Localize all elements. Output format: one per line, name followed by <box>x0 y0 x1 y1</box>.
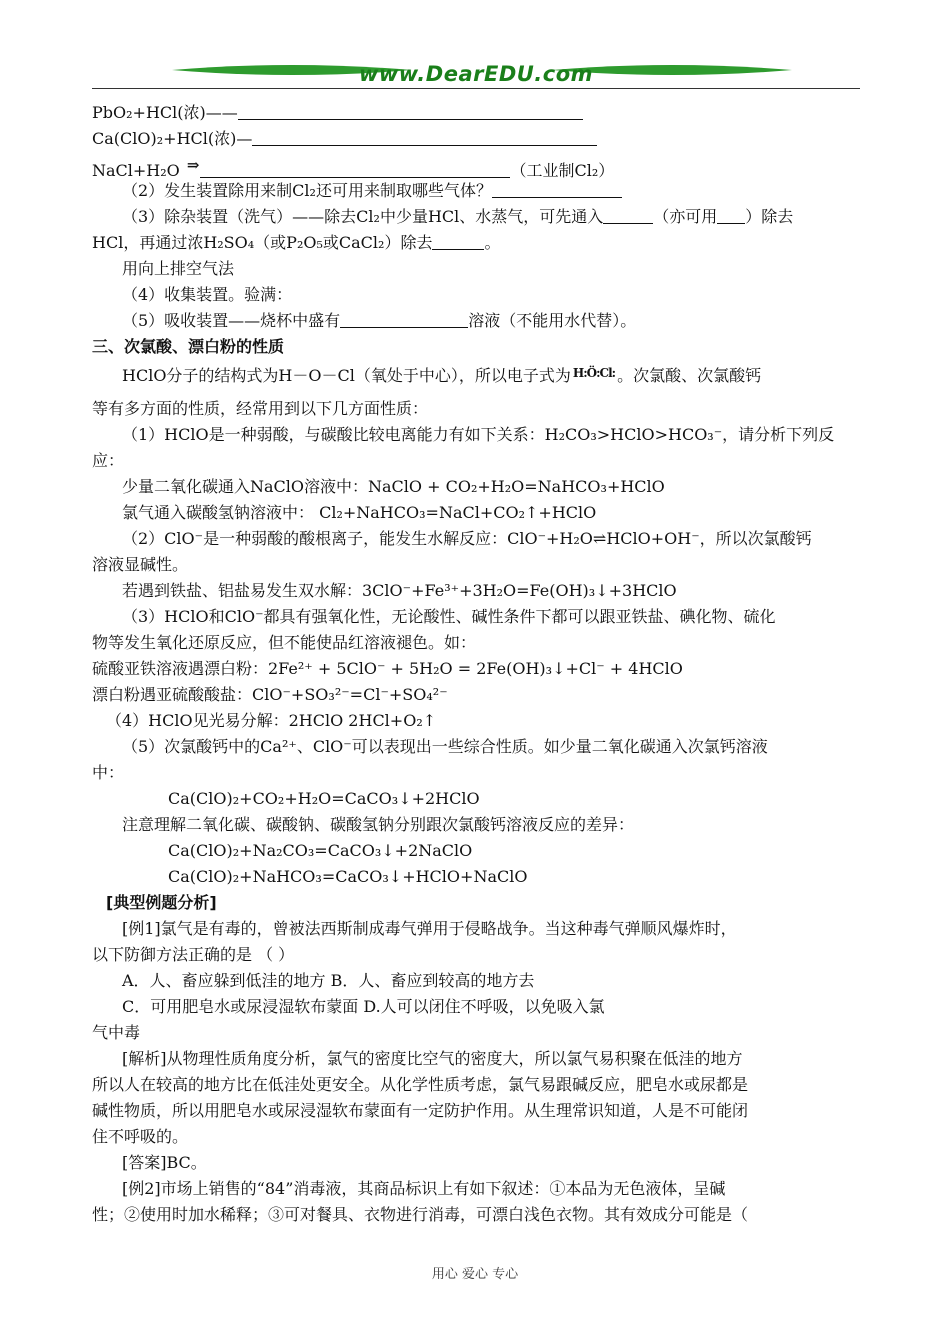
text-line: Ca(ClO)₂+NaHCO₃=CaCO₃↓+HClO+NaClO <box>168 867 528 886</box>
text-line: （5）吸收装置——烧杯中盛有 溶液（不能用水代替）。 <box>122 311 637 330</box>
text-line: 住不呼吸的。 <box>92 1127 189 1146</box>
text-line: 若遇到铁盐、铝盐易发生双水解：3ClO⁻+Fe³⁺+3H₂O=Fe(OH)₃↓+3HClO <box>122 581 677 600</box>
electron-formula-icon: H:Ö:Cl: <box>572 366 616 380</box>
text-line: Ca(ClO)₂+Na₂CO₃=CaCO₃↓+2NaClO <box>168 841 473 860</box>
text-line: 硫酸亚铁溶液遇漂白粉：2Fe²⁺ + 5ClO⁻ + 5H₂O = 2Fe(OH)₃↓+Cl⁻ + 4HClO <box>92 659 683 678</box>
text-line: 注意理解二氧化碳、碳酸钠、碳酸氢钠分别跟次氯酸钙溶液反应的差异： <box>122 815 635 834</box>
text-line: [答案]BC。 <box>122 1153 207 1172</box>
example-heading: [典型例题分析] <box>106 893 217 912</box>
page-footer: 用心 爱心 专心 <box>431 1267 519 1282</box>
text-line: A．人、畜应躲到低洼的地方 B．人、畜应到较高的地方去 <box>122 971 535 990</box>
site-logo: www.DearEDU.com <box>358 62 594 86</box>
text-line: 以下防御方法正确的是 （ ） <box>92 945 295 964</box>
text-line: PbO₂+HCl(浓)—— <box>92 100 860 126</box>
electrolysis-arrow-icon: ⇒ <box>186 156 199 174</box>
text-line: 氯气通入碳酸氢钠溶液中： Cl₂+NaHCO₃=NaCl+CO₂↑+HClO <box>122 503 597 522</box>
answer-blank[interactable] <box>238 103 583 120</box>
text-line: HClO分子的结构式为H－O－Cl（氧处于中心），所以电子式为 $^{H:Ö:Cl:}$ 。次氯酸、次氯酸钙 <box>122 366 762 385</box>
answer-blank[interactable] <box>252 129 597 146</box>
text-line: 中： <box>92 763 125 782</box>
text-line: （4）HClO见光易分解：2HClO 2HCl+O₂↑ <box>106 711 437 730</box>
text-line: （1）HClO是一种弱酸，与碳酸比较电离能力有如下关系：H₂CO₃>HClO>HCO₃⁻，请分析下列反 <box>122 425 835 444</box>
answer-blank[interactable] <box>432 233 484 250</box>
text-line: （3）HClO和ClO⁻都具有强氧化性，无论酸性、碱性条件下都可以跟亚铁盐、碘化物、硫化 <box>122 607 776 626</box>
text-line: 应： <box>92 451 125 470</box>
text-line: Ca(ClO)₂+HCl(浓)— <box>92 126 860 152</box>
page-header <box>92 58 860 94</box>
answer-blank[interactable] <box>603 207 653 224</box>
answer-blank[interactable] <box>340 311 468 328</box>
text-line: 用向上排空气法 <box>122 259 235 278</box>
text-line: （2）发生装置除用来制Cl₂还可用来制取哪些气体？ <box>92 178 860 204</box>
text-line: 所以人在较高的地方比在低洼处更安全。从化学性质考虑，氯气易跟碱反应，肥皂水或尿都是 <box>92 1075 749 1094</box>
answer-blank[interactable] <box>492 181 622 198</box>
text-line: HCl，再通过浓H₂SO₄（或P₂O₅或CaCl₂）除去 。 <box>92 233 501 252</box>
text-line: 性；②使用时加水稀释；③可对餐具、衣物进行消毒，可漂白浅色衣物。其有效成分可能是（ <box>92 1205 749 1224</box>
document-body <box>92 100 860 1228</box>
text-line: [例2]市场上销售的“84”消毒液，其商品标识上有如下叙述：①本品为无色液体，呈碱 <box>122 1179 726 1198</box>
text-line: NaCl+H₂O ⇒ （工业制Cl₂） <box>92 156 615 180</box>
text-line: （3）除杂装置（洗气）——除去Cl₂中少量HCl、水蒸气，可先通入 （亦可用 ）除去 <box>122 207 794 226</box>
text-line: Ca(ClO)₂+CO₂+H₂O=CaCO₃↓+2HClO <box>168 789 480 808</box>
text-line: 溶液显碱性。 <box>92 555 189 574</box>
text-line: 气中毒 <box>92 1023 141 1042</box>
text-line: 物等发生氧化还原反应，但不能使品红溶液褪色。如： <box>92 633 477 652</box>
header-rule <box>92 88 860 89</box>
section-title: 三、次氯酸、漂白粉的性质 <box>92 337 285 356</box>
text-line: （5）次氯酸钙中的Ca²⁺、ClO⁻可以表现出一些综合性质。如少量二氧化碳通入次氯钙溶液 <box>122 737 768 756</box>
text-line: （2）ClO⁻是一种弱酸的酸根离子，能发生水解反应：ClO⁻+H₂O⇌HClO+OH⁻，所以次氯酸钙 <box>122 529 812 548</box>
answer-blank[interactable] <box>717 207 745 224</box>
text-line: （4）收集装置。验满： <box>122 285 293 304</box>
text-line: 漂白粉遇亚硫酸酸盐：ClO⁻+SO₃²⁻=Cl⁻+SO₄²⁻ <box>92 685 448 704</box>
text-line: C．可用肥皂水或尿浸湿软布蒙面 D.人可以闭住不呼吸，以免吸入氯 <box>122 997 605 1016</box>
text-line: [解析]从物理性质角度分析，氯气的密度比空气的密度大，所以氯气易积聚在低洼的地方 <box>122 1049 743 1068</box>
text-line: 等有多方面的性质，经常用到以下几方面性质： <box>92 399 429 418</box>
text-line: 碱性物质，所以用肥皂水或尿浸湿软布蒙面有一定防护作用。从生理常识知道，人是不可能闭 <box>92 1101 749 1120</box>
text-line: 少量二氧化碳通入NaClO溶液中：NaClO + CO₂+H₂O=NaHCO₃+HClO <box>122 477 665 496</box>
text-line: [例1]氯气是有毒的，曾被法西斯制成毒气弹用于侵略战争。当这种毒气弹顺风爆炸时， <box>122 919 737 938</box>
answer-blank[interactable] <box>200 161 510 178</box>
